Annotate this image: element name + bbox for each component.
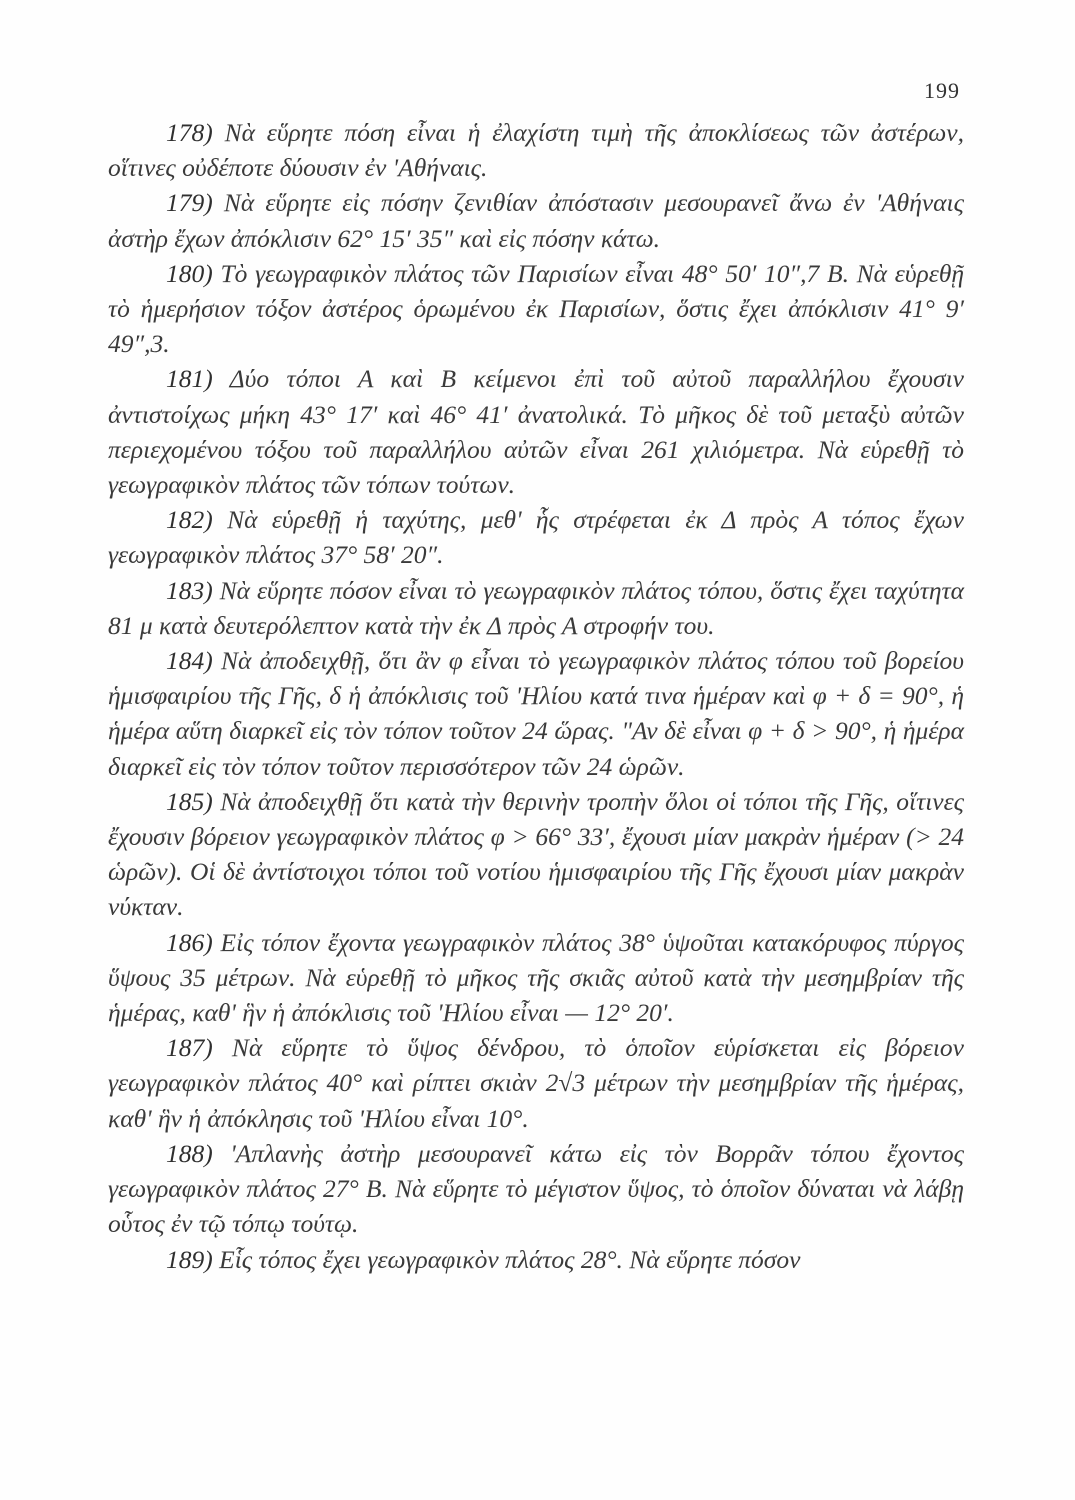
problem-number: 184)	[166, 646, 213, 676]
problem-182	[108, 502, 964, 572]
problem-188	[108, 1136, 964, 1242]
problem-189	[108, 1242, 964, 1277]
problem-text: Νὰ ἀποδειχθῇ, ὅτι ἂν φ εἶναι τὸ γεωγραφικὸν πλάτος τόπου τοῦ βορείου ἡμισφαιρίου τῆς Γῆς, δ ἡ ἀπόκλισις τοῦ 'Ηλίου κατά τινα ἡμέραν καὶ φ + δ = 90°, ἡ ἡμέρα αὕτη διαρκεῖ εἰς τὸν τόπον τοῦτον 24 ὥρας. "Αν δὲ εἶναι φ + δ > 90°, ἡ ἡμέρα διαρκεῖ εἰς τὸν τόπον τοῦτον περισσότερον τῶν 24 ὡρῶν.	[108, 646, 964, 781]
problem-text: Δύο τόποι Α καὶ Β κείμενοι ἐπὶ τοῦ αὐτοῦ παραλλήλου ἔχουσιν ἀντιστοίχως μήκη 43° 17′ καὶ 46° 41′ ἀνατολικά. Τὸ μῆκος δὲ τοῦ μεταξὺ αὐτῶν περιεχομένου τόξου τοῦ παραλλήλου αὐτῶν εἶναι 261 χιλιόμετρα. Νὰ εὑρεθῇ τὸ γεωγραφικὸν πλάτος τῶν τόπων τούτων.	[108, 364, 964, 500]
problem-text: Νὰ εὕρητε πόσον εἶναι τὸ γεωγραφικὸν πλάτος τόπου, ὅστις ἔχει ταχύτητα 81 μ κατὰ δευτερόλεπτον κατὰ τὴν ἐκ Δ πρὸς Α στροφήν του.	[108, 575, 964, 640]
problem-180	[108, 256, 964, 362]
problem-number: 188)	[166, 1138, 213, 1168]
problem-list	[108, 115, 964, 1277]
problem-number: 183)	[166, 575, 213, 605]
problem-text: Εἰς τόπον ἔχοντα γεωγραφικὸν πλάτος 38° ὑψοῦται κατακόρυφος πύργος ὕψους 35 μέτρων. Νὰ εὑρεθῇ τὸ μῆκος τῆς σκιᾶς αὐτοῦ κατὰ τὴν μεσημβρίαν τῆς ἡμέρας, καθ' ἣν ἡ ἀπόκλισις τοῦ 'Ηλίου εἶναι — 12° 20′.	[108, 927, 965, 1028]
problem-183	[108, 573, 964, 643]
problem-number: 179)	[166, 188, 213, 218]
problem-181	[108, 361, 964, 502]
problem-text: Νὰ εὕρητε τὸ ὕψος δένδρου, τὸ ὁποῖον εὑρίσκεται εἰς βόρειον γεωγραφικὸν πλάτος 40° καὶ ρίπτει σκιὰν 2√3 μέτρων τὴν μεσημβρίαν τῆς ἡμέρας, καθ' ἣν ἡ ἀπόκλησις τοῦ 'Ηλίου εἶναι 10°.	[108, 1033, 964, 1133]
problem-184	[108, 643, 964, 784]
problem-number: 180)	[166, 258, 213, 288]
problem-text: 'Απλανὴς ἀστὴρ μεσουρανεῖ κάτω εἰς τὸν Βορρᾶν τόπου ἔχοντος γεωγραφικὸν πλάτος 27° Β. Νὰ εὕρητε τὸ μέγιστον ὕψος, τὸ ὁποῖον δύναται νὰ λάβῃ οὗτος ἐν τῷ τόπῳ τούτῳ.	[108, 1138, 964, 1239]
problem-187	[108, 1030, 964, 1136]
problem-text: Τὸ γεωγραφικὸν πλάτος τῶν Παρισίων εἶναι 48° 50′ 10″,7 Β. Νὰ εὑρεθῇ τὸ ἡμερήσιον τόξον ἀστέρος ὁρωμένου ἐκ Παρισίων, ὅστις ἔχει ἀπόκλισιν 41° 9′ 49″,3.	[108, 258, 964, 359]
problem-text: Νὰ εὑρεθῇ ἡ ταχύτης, μεθ' ἧς στρέφεται ἐκ Δ πρὸς Α τόπος ἔχων γεωγραφικὸν πλάτος 37° 58′ 20″.	[108, 505, 964, 570]
page-number: 199	[924, 78, 960, 103]
problem-number: 189)	[166, 1244, 213, 1274]
problem-number: 186)	[166, 927, 213, 957]
problem-178	[108, 115, 964, 185]
problem-number: 181)	[166, 364, 213, 394]
problem-number: 178)	[166, 118, 213, 147]
problem-179	[108, 185, 964, 255]
problem-text: Νὰ εὕρητε εἰς πόσην ζενιθίαν ἀπόστασιν μεσουρανεῖ ἄνω ἐν 'Αθήναις ἀστὴρ ἔχων ἀπόκλισιν 62° 15′ 35″ καὶ εἰς πόσην κάτω.	[108, 188, 964, 253]
problem-185	[108, 784, 964, 925]
problem-text: Νὰ ἀποδειχθῇ ὅτι κατὰ τὴν θερινὴν τροπὴν ὅλοι οἱ τόποι τῆς Γῆς, οἵτινες ἔχουσιν βόρειον γεωγραφικὸν πλάτος φ > 66° 33′, ἔχουσι μίαν μακρὰν ἡμέραν (> 24 ὡρῶν). Οἱ δὲ ἀντίστοιχοι τόποι τοῦ νοτίου ἡμισφαιρίου τῆς Γῆς ἔχουσι μίαν μακρὰν νύκταν.	[108, 786, 964, 922]
problem-text: Νὰ εὕρητε πόση εἶναι ἡ ἐλαχίστη τιμὴ τῆς ἀποκλίσεως τῶν ἀστέρων, οἵτινες οὐδέποτε δύουσιν ἐν 'Αθήναις.	[108, 118, 965, 183]
problem-number: 185)	[166, 786, 213, 816]
problem-text: Εἷς τόπος ἔχει γεωγραφικὸν πλάτος 28°. Νὰ εὕρητε πόσον	[219, 1244, 801, 1274]
problem-186	[108, 925, 964, 1031]
problem-number: 182)	[166, 505, 213, 535]
problem-number: 187)	[166, 1033, 213, 1063]
